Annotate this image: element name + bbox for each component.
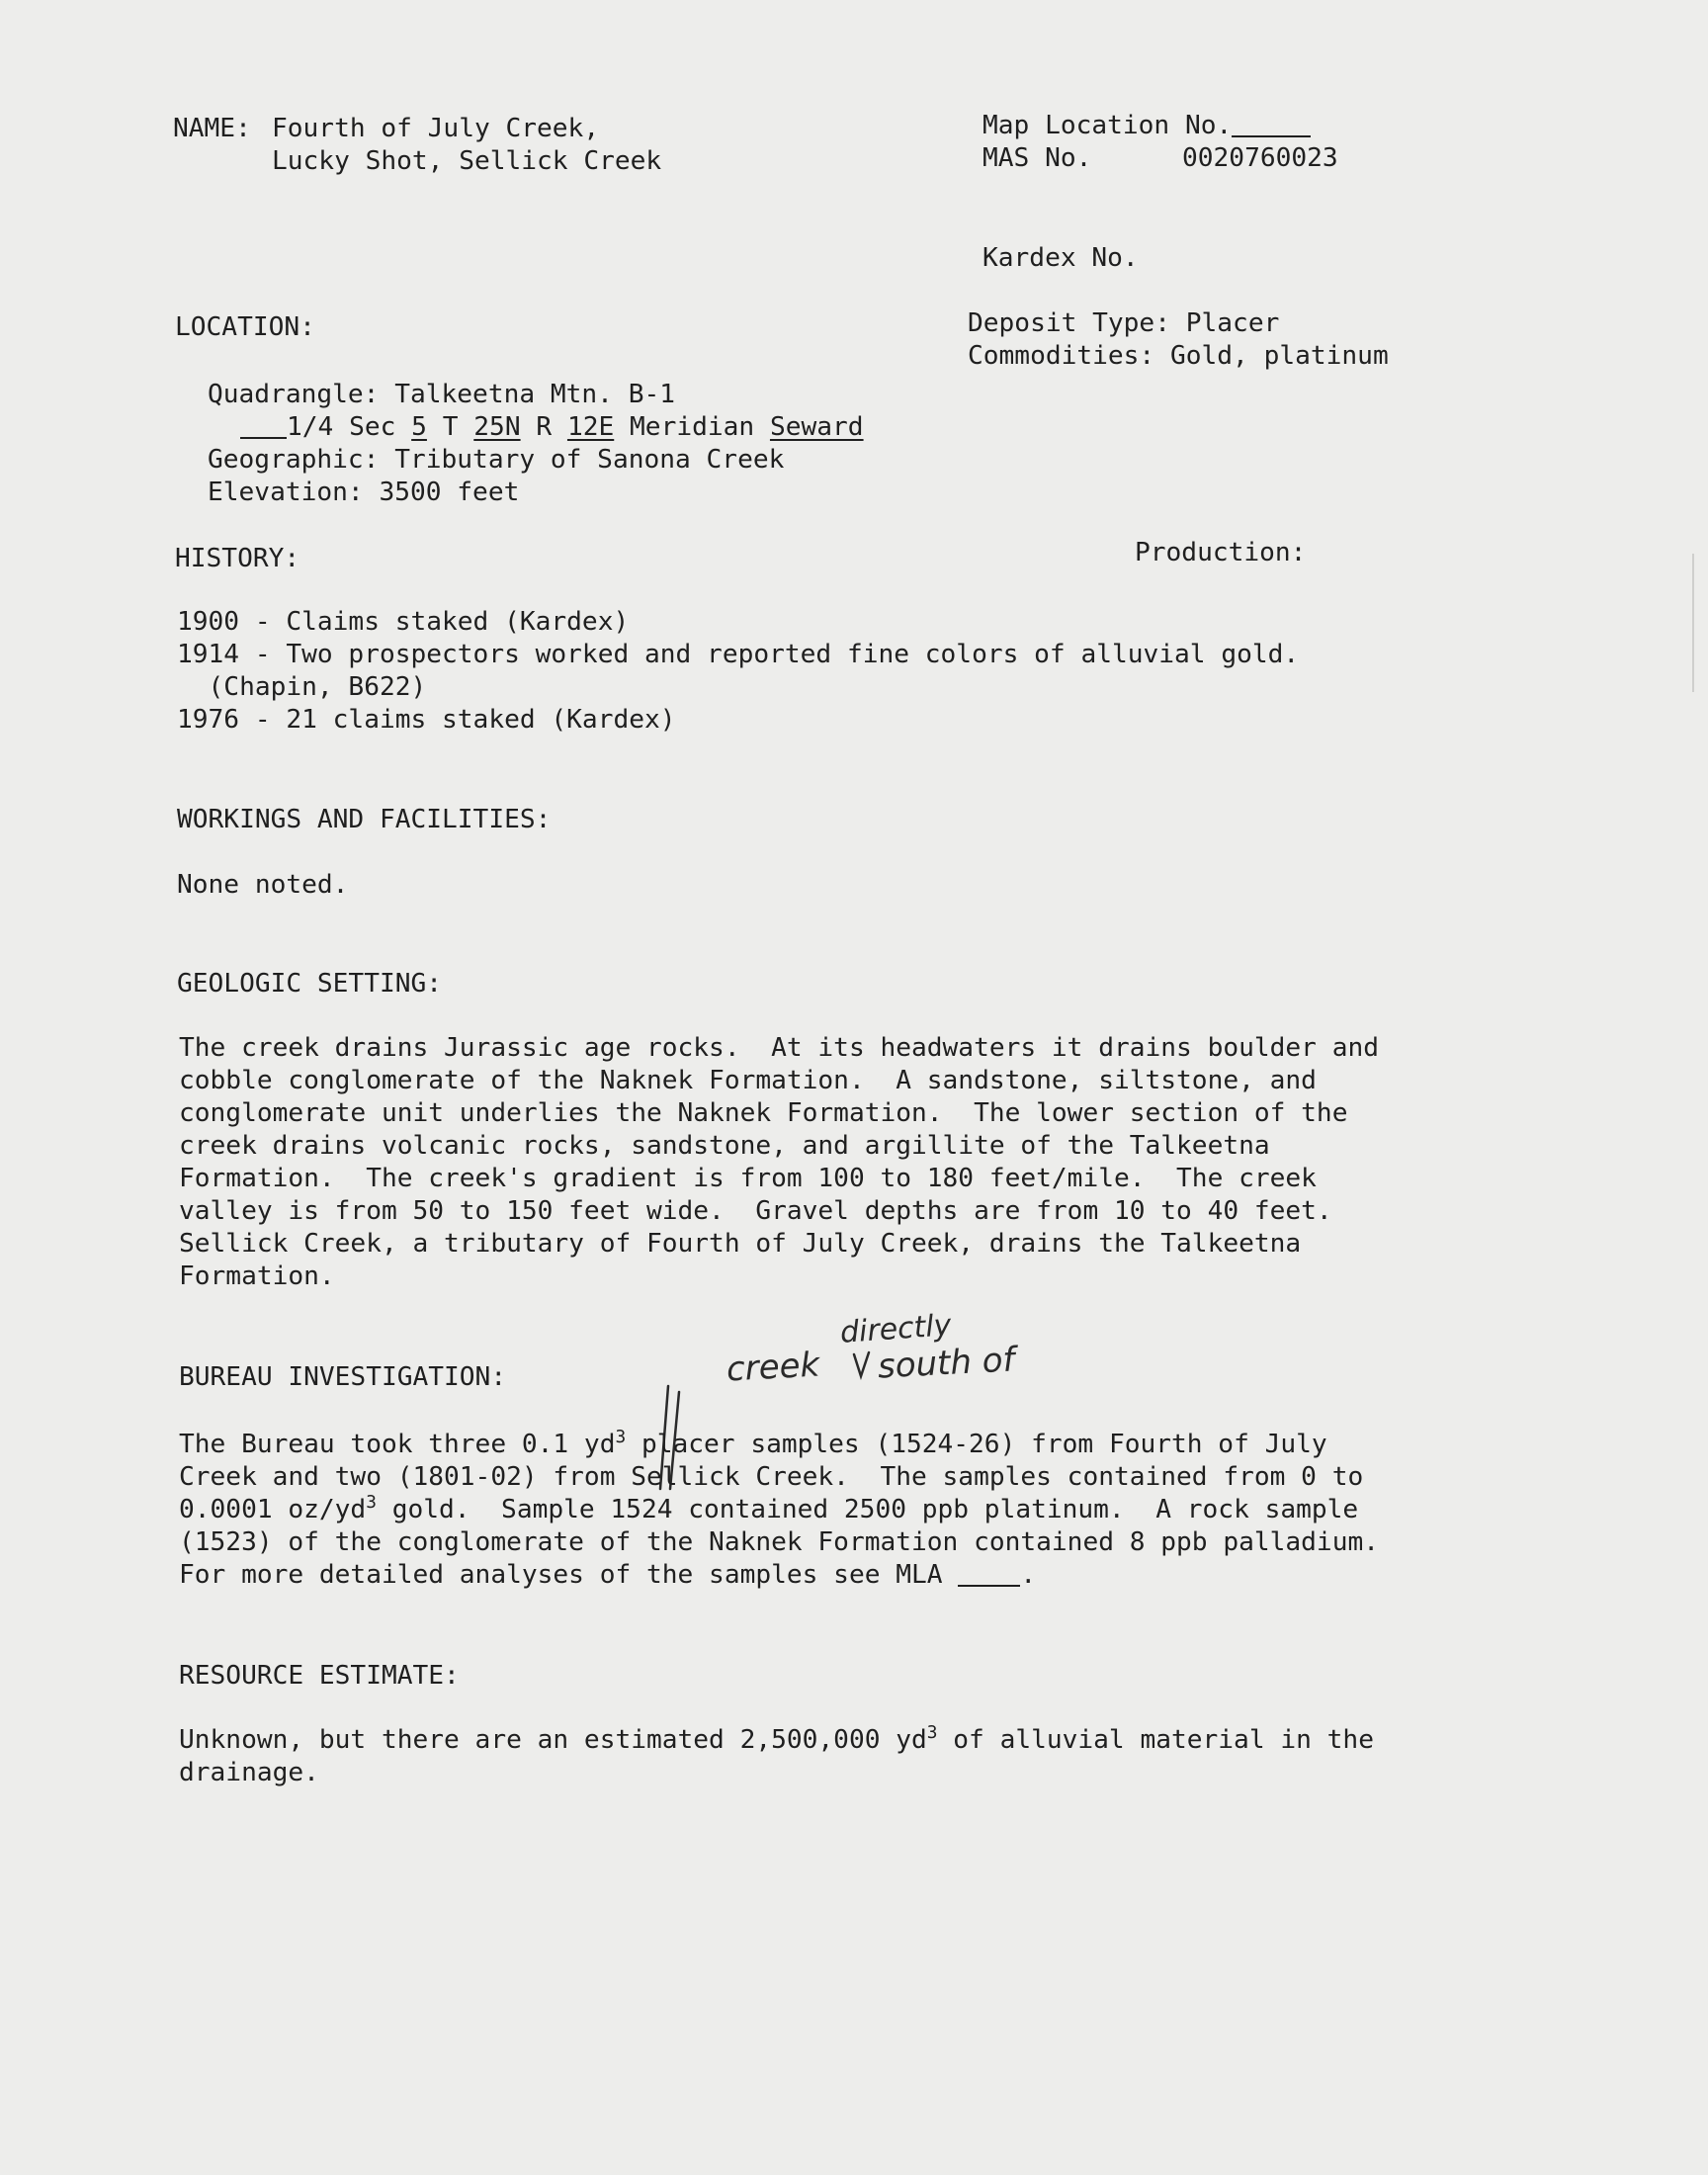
range-value: 12E	[566, 412, 615, 442]
resource-line-1	[179, 1723, 1374, 1757]
commodities-value: Gold, platinum	[1169, 341, 1389, 371]
location-heading: LOCATION:	[175, 312, 315, 342]
bureau-text: placer samples (1524-26) from Fourth of July	[626, 1430, 1327, 1459]
quarter-text: 1/4 Sec	[287, 412, 396, 442]
resource-text: of alluvial material in the	[937, 1725, 1374, 1755]
elevation-value: 3500 feet	[379, 478, 520, 507]
superscript-3: 3	[926, 1722, 938, 1744]
geologic-line: conglomerate unit underlies the Naknek Formation. The lower section of the	[179, 1098, 1348, 1128]
map-location-line	[982, 109, 1311, 142]
bureau-text: gold. Sample 1524 contained 2500 ppb platinum. A rock sample	[376, 1495, 1359, 1524]
handwritten-directly: directly	[838, 1308, 953, 1350]
geologic-line: creek drains volcanic rocks, sandstone, and argillite of the Talkeetna	[179, 1131, 1270, 1161]
handwritten-south-of: south of	[877, 1340, 1016, 1387]
geographic-label: Geographic:	[208, 445, 380, 475]
history-heading: HISTORY:	[175, 544, 300, 573]
production-label: Production:	[1135, 538, 1307, 567]
name-line-1: Fourth of July Creek,	[272, 114, 600, 143]
name-line-2: Lucky Shot, Sellick Creek	[272, 146, 662, 176]
bureau-text: For more detailed analyses of the samples see MLA	[179, 1560, 959, 1590]
handwritten-creek: creek	[726, 1345, 821, 1390]
resource-line-2: drainage.	[179, 1758, 319, 1787]
superscript-3: 3	[366, 1492, 377, 1514]
bureau-heading: BUREAU INVESTIGATION:	[179, 1362, 507, 1392]
quadrangle-line	[208, 378, 675, 411]
township-value: 25N	[473, 412, 521, 442]
superscript-3: 3	[615, 1427, 627, 1448]
geologic-line: Formation.	[179, 1262, 335, 1291]
range-label: R	[536, 412, 553, 442]
geologic-line: Formation. The creek's gradient is from 100 to 180 feet/mile. The creek	[179, 1164, 1317, 1193]
workings-heading: WORKINGS AND FACILITIES:	[177, 805, 552, 834]
geographic-value: Tributary of Sanona Creek	[394, 445, 785, 475]
geologic-line: Sellick Creek, a tributary of Fourth of July Creek, drains the Talkeetna	[179, 1229, 1302, 1259]
geologic-line: valley is from 50 to 150 feet wide. Gravel depths are from 10 to 40 feet.	[179, 1196, 1332, 1226]
deposit-type-line	[968, 306, 1279, 340]
resource-text: Unknown, but there are an estimated 2,500,000 yd	[179, 1725, 927, 1755]
section-value: 5	[411, 412, 427, 442]
quadrangle-label: Quadrangle:	[208, 380, 380, 409]
elevation-line	[208, 476, 519, 509]
bureau-line-4: (1523) of the conglomerate of the Naknek Formation contained 8 ppb palladium.	[179, 1527, 1379, 1557]
map-location-blank	[1232, 110, 1311, 137]
history-line: 1914 - Two prospectors worked and reported fine colors of alluvial gold.	[177, 640, 1300, 669]
scan-edge-mark	[1692, 554, 1694, 692]
meridian-label: Meridian	[630, 412, 755, 442]
history-line: (Chapin, B622)	[177, 672, 427, 702]
commodities-line	[968, 339, 1389, 373]
deposit-type-label: Deposit Type:	[968, 308, 1170, 338]
quadrangle-value: Talkeetna Mtn. B-1	[394, 380, 676, 409]
legal-description-line	[240, 410, 864, 444]
resource-heading: RESOURCE ESTIMATE:	[179, 1661, 460, 1691]
name-label: NAME:	[173, 114, 251, 143]
map-location-label: Map Location No.	[982, 111, 1233, 140]
mas-value: 0020760023	[1182, 143, 1338, 173]
kardex-label: Kardex No.	[982, 243, 1139, 273]
deposit-type-value: Placer	[1185, 308, 1280, 338]
bureau-text: The Bureau took three 0.1 yd	[179, 1430, 616, 1459]
commodities-label: Commodities:	[968, 341, 1155, 371]
bureau-line-1	[179, 1428, 1327, 1461]
elevation-label: Elevation:	[208, 478, 364, 507]
handwritten-caret-mark	[852, 1350, 872, 1380]
bureau-line-2: Creek and two (1801-02) from Sellick Creek. The samples contained from 0 to	[179, 1462, 1364, 1492]
geographic-line	[208, 443, 784, 477]
geologic-heading: GEOLOGIC SETTING:	[177, 969, 443, 999]
mas-label: MAS No.	[982, 143, 1092, 173]
history-line: 1976 - 21 claims staked (Kardex)	[177, 705, 676, 735]
bureau-text: 0.0001 oz/yd	[179, 1495, 367, 1524]
bureau-line-3	[179, 1493, 1358, 1526]
geologic-line: The creek drains Jurassic age rocks. At its headwaters it drains boulder and	[179, 1033, 1379, 1063]
bureau-line-5	[179, 1558, 1036, 1592]
quarter-blank	[240, 411, 287, 439]
meridian-value: Seward	[769, 412, 864, 442]
geologic-line: cobble conglomerate of the Naknek Formation. A sandstone, siltstone, and	[179, 1066, 1317, 1095]
township-label: T	[442, 412, 459, 442]
bureau-text: .	[1020, 1560, 1037, 1590]
mla-blank	[958, 1559, 1020, 1587]
history-line: 1900 - Claims staked (Kardex)	[177, 607, 630, 637]
workings-text: None noted.	[177, 870, 349, 900]
